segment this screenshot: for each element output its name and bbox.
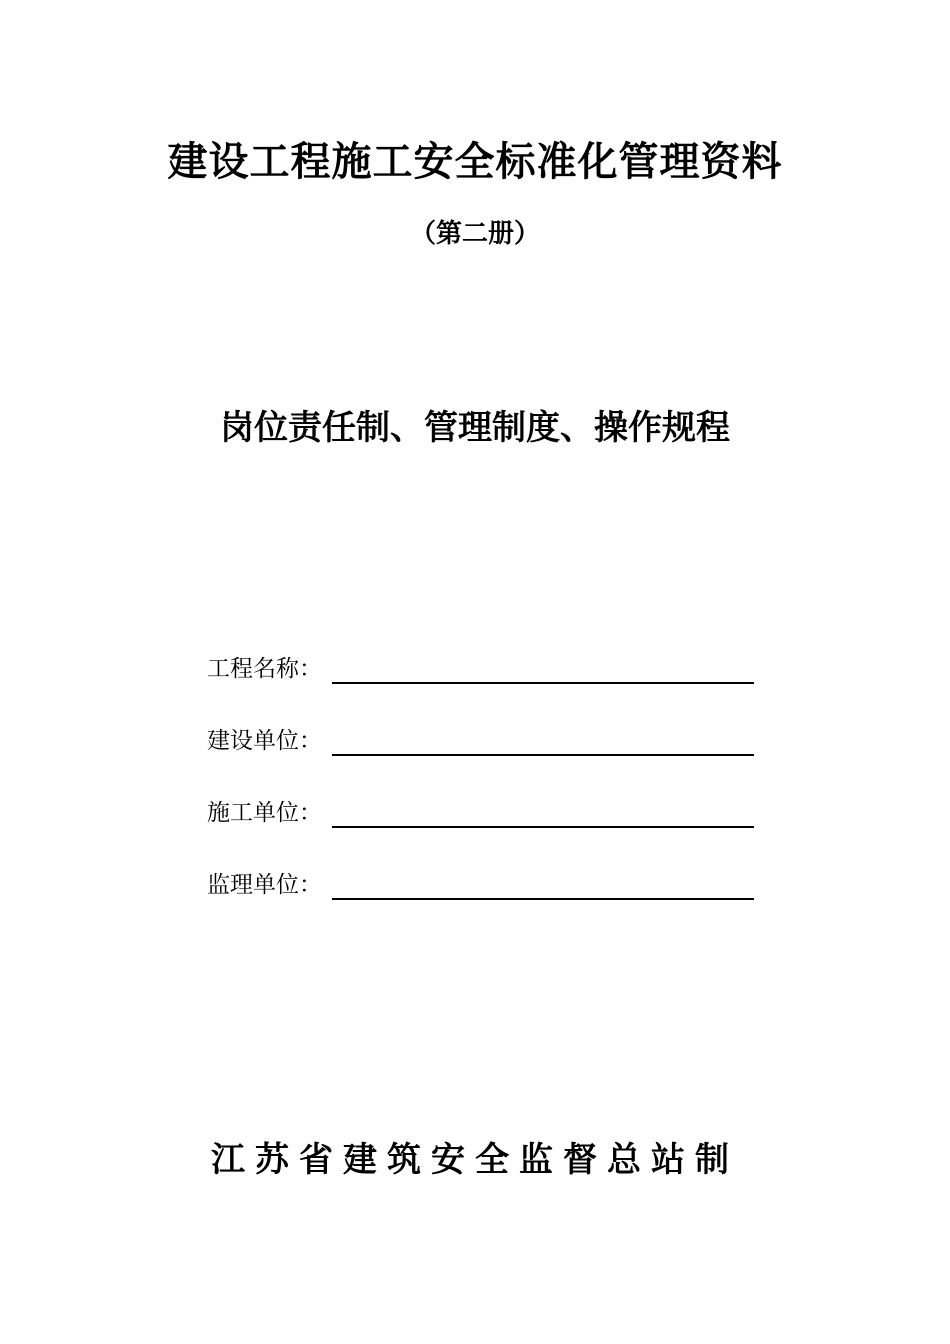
field-line-project-name	[332, 682, 754, 684]
field-project-name	[207, 652, 757, 724]
field-label-supervision-unit: 监理单位：	[207, 872, 322, 898]
field-line-construction-unit	[332, 754, 754, 756]
field-label-contractor-unit: 施工单位：	[207, 800, 322, 826]
info-fields	[207, 652, 757, 940]
field-construction-unit	[207, 724, 757, 796]
document-subtitle: 岗位责任制、管理制度、操作规程	[220, 408, 730, 448]
document-title: 建设工程施工安全标准化管理资料	[167, 138, 783, 185]
field-label-project-name: 工程名称：	[207, 656, 322, 682]
field-supervision-unit	[207, 868, 757, 940]
field-contractor-unit	[207, 796, 757, 868]
field-line-contractor-unit	[332, 826, 754, 828]
volume-label: （第二册）	[409, 219, 540, 249]
field-label-construction-unit: 建设单位：	[207, 728, 322, 754]
field-line-supervision-unit	[332, 898, 754, 900]
issuer-line: 江苏省建筑安全监督总站制	[211, 1140, 739, 1180]
